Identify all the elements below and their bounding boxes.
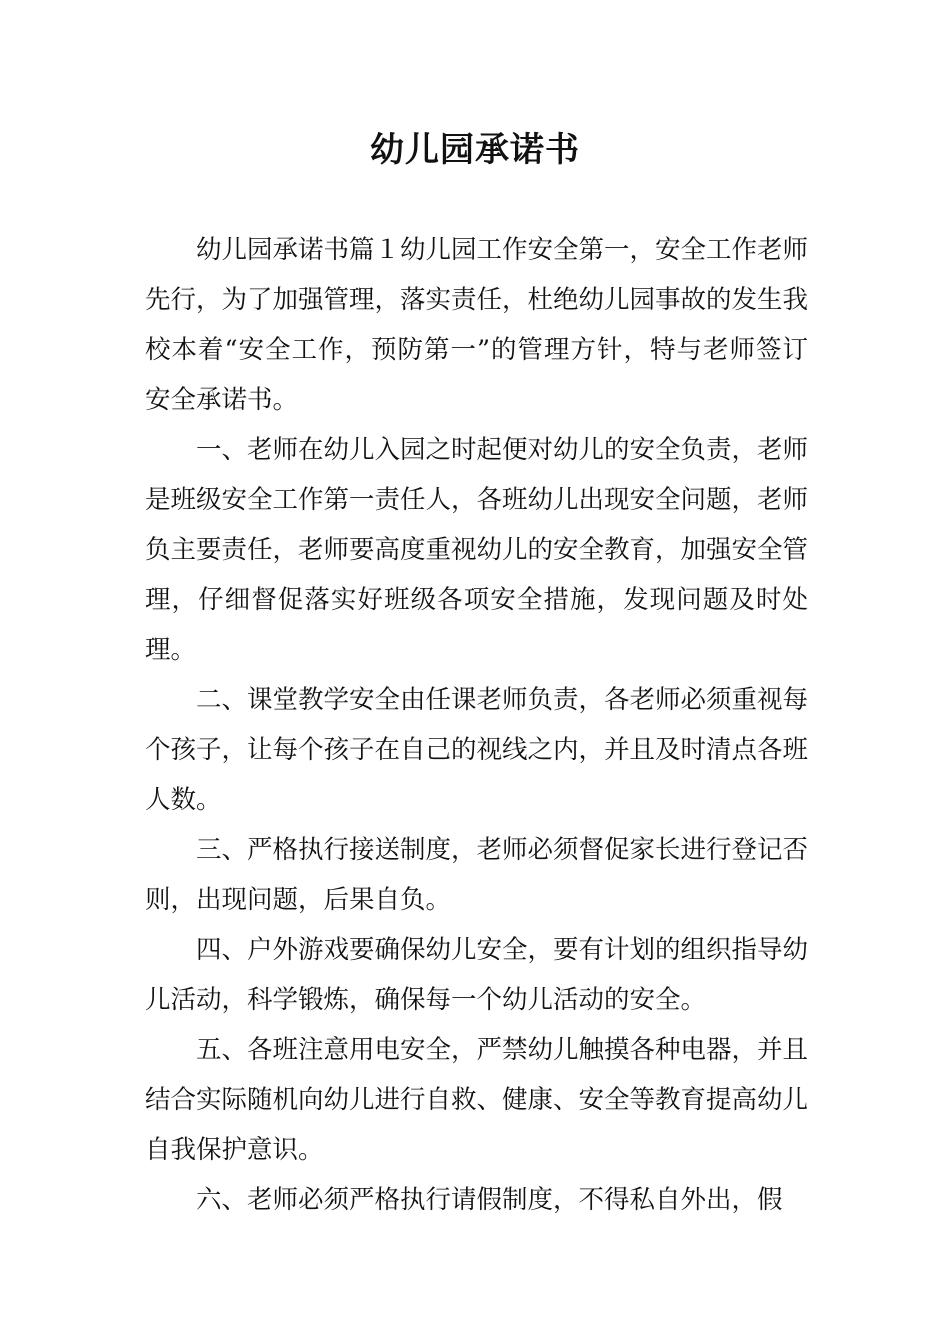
paragraph-intro: 幼儿园承诺书篇１幼儿园工作安全第一，安全工作老师先行，为了加强管理，落实责任，杜绝幼儿园事故的发生我校本着“安全工作，预防第一”的管理方针，特与老师签订安全承诺书。 xyxy=(145,235,809,415)
paragraph-item-2: 二、课堂教学安全由任课老师负责，各老师必须重视每个孩子，让每个孩子在自己的视线之内，并且及时清点各班人数。 xyxy=(145,685,809,815)
paragraph-item-1: 一、老师在幼儿入园之时起便对幼儿的安全负责，老师是班级安全工作第一责任人，各班幼儿出现安全问题，老师负主要责任，老师要高度重视幼儿的安全教育，加强安全管理，仔细督促落实好班级各项安全措施，发现问题及时处理。 xyxy=(145,435,809,665)
paragraph-item-6: 六、老师必须严格执行请假制度，不得私自外出，假 xyxy=(196,1185,783,1215)
paragraph-item-4: 四、户外游戏要确保幼儿安全，要有计划的组织指导幼儿活动，科学锻炼，确保每一个幼儿活动的安全。 xyxy=(145,935,809,1015)
document-title: 幼儿园承诺书 xyxy=(370,130,580,170)
document-body xyxy=(145,225,808,1225)
paragraph-item-5: 五、各班注意用电安全，严禁幼儿触摸各种电器，并且结合实际随机向幼儿进行自救、健康、安全等教育提高幼儿自我保护意识。 xyxy=(145,1035,809,1165)
paragraph-item-3: 三、严格执行接送制度，老师必须督促家长进行登记否则，出现问题，后果自负。 xyxy=(145,835,809,915)
